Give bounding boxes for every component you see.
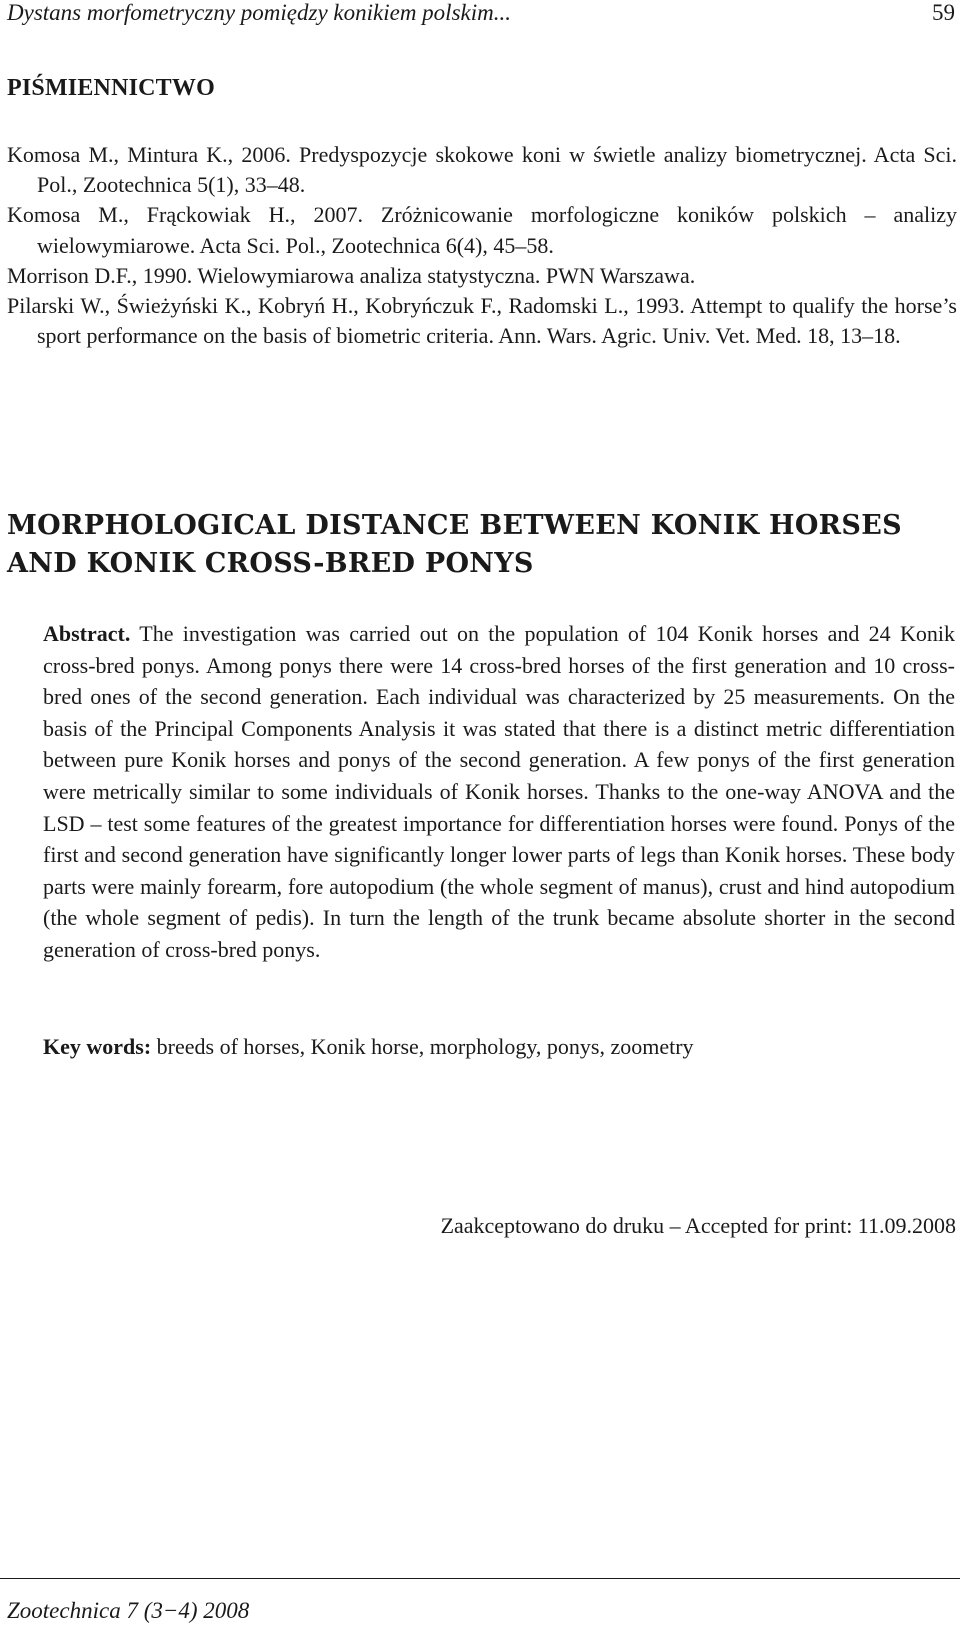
- running-head: [7, 0, 957, 30]
- references-heading: PIŚMIENNICTWO: [7, 75, 215, 101]
- references-list: [7, 140, 957, 351]
- keywords: [43, 1034, 955, 1060]
- reference-item: Pilarski W., Świeżyński K., Kobryń H., Kobryńczuk F., Radomski L., 1993. Attempt to qualify the horse’s sport performance on the basis of biometric criteria. Ann. Wars. Agric. Univ. Vet. Med. 18, 13–18.: [7, 293, 957, 349]
- english-title: [7, 507, 957, 583]
- abstract: [43, 618, 955, 966]
- page-number: 59: [932, 0, 955, 25]
- reference-item: Morrison D.F., 1990. Wielowymiarowa analiza statystyczna. PWN Warszawa.: [7, 262, 696, 288]
- journal-footer: Zootechnica 7 (3−4) 2008: [7, 1598, 250, 1623]
- accepted-date: Zaakceptowano do druku – Accepted for print: 11.09.2008: [440, 1213, 956, 1238]
- reference-item: Komosa M., Mintura K., 2006. Predyspozycje skokowe koni w świetle analizy biometrycznej. Acta Sci. Pol., Zootechnica 5(1), 33–48.: [7, 142, 957, 198]
- abstract-label: Abstract.: [43, 621, 131, 646]
- english-title-line-1: MORPHOLOGICAL DISTANCE BETWEEN KONIK HORSES: [7, 510, 902, 541]
- abstract-text: The investigation was carried out on the population of 104 Konik horses and 24 Konik cross-bred ponys. Among ponys there were 14 cross-bred horses of the first generation and 10 cross-bred ones of the second generation. Each individual was characterized by 25 measurements. On the basis of the Principal Components Analysis it was stated that there is a distinct metric differentiation between pure Konik horses and ponys of the second generation. A few ponys of the first generation were metrically similar to some individuals of Konik horses. Thanks to the one-way ANOVA and the LSD – test some features of the greatest importance for differentiation horses were found. Ponys of the first and second generation have significantly longer lower parts of legs than Konik horses. These body parts were mainly forearm, fore autopodium (the whole segment of manus), crust and hind autopodium (the whole segment of pedis). In turn the length of the trunk became absolute shorter in the second generation of cross-bred ponys.: [43, 621, 955, 962]
- english-title-line-2: AND KONIK CROSS-BRED PONYS: [7, 548, 534, 579]
- running-head-title: Dystans morfometryczny pomiędzy konikiem polskim...: [7, 0, 511, 25]
- keywords-text: breeds of horses, Konik horse, morphology, ponys, zoometry: [151, 1034, 694, 1059]
- reference-item: Komosa M., Frąckowiak H., 2007. Zróżnicowanie morfologiczne koników polskich – analizy wielowymiarowe. Acta Sci. Pol., Zootechnica 6(4), 45–58.: [7, 202, 957, 258]
- footer-rule: [0, 1578, 960, 1579]
- keywords-label: Key words:: [43, 1034, 152, 1059]
